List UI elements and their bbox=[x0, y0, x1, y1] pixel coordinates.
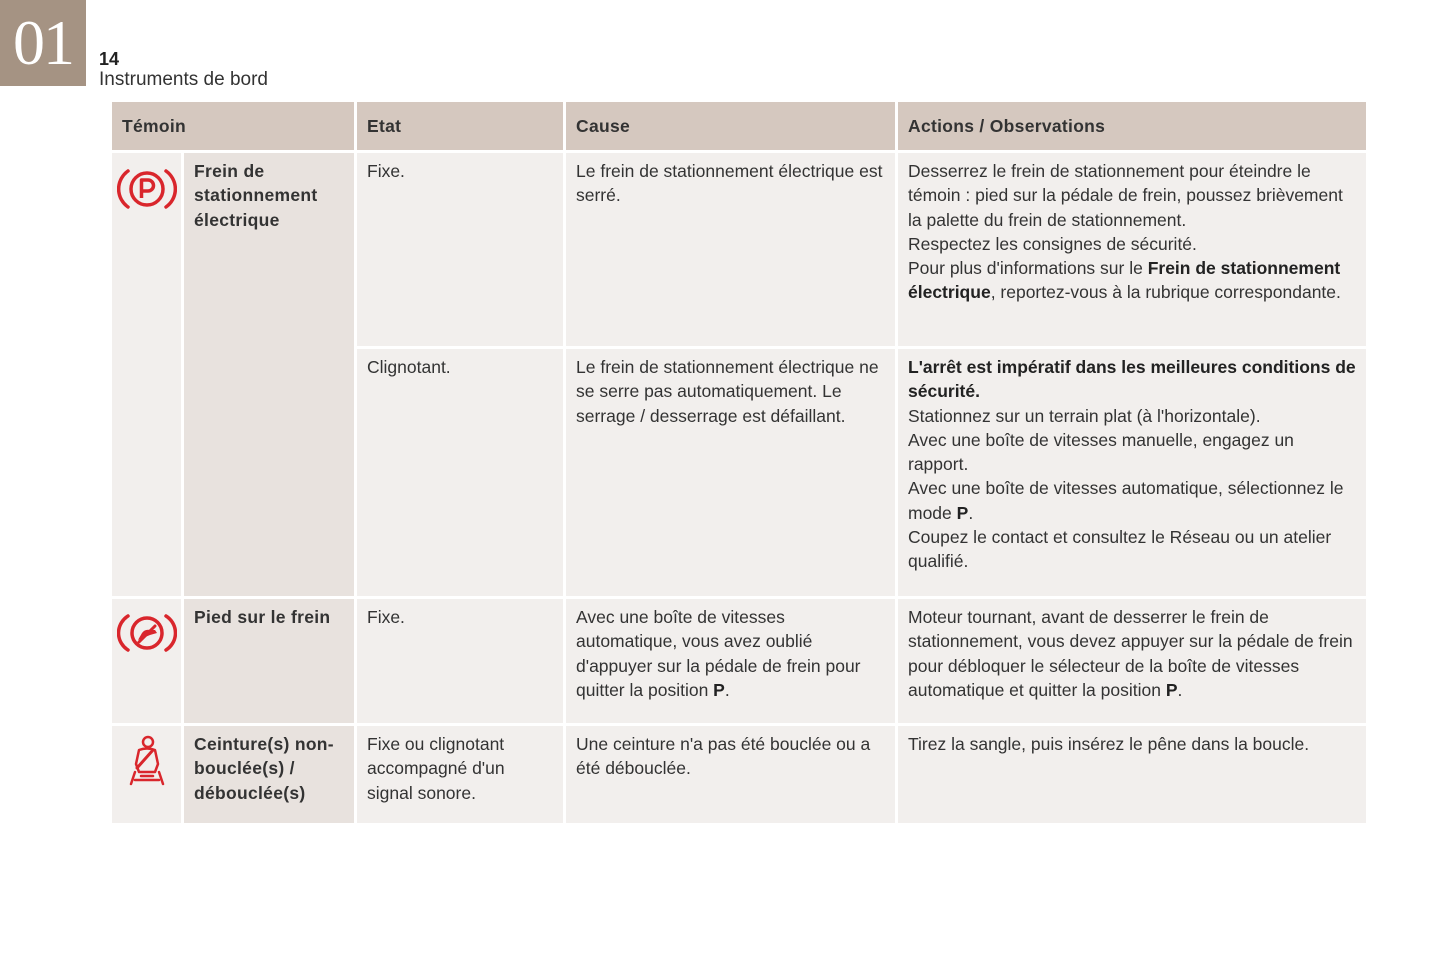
foot-on-brake-icon bbox=[117, 611, 177, 661]
parking-brake-icon bbox=[117, 165, 177, 219]
action-text: Stationnez sur un terrain plat (à l'horizontale). bbox=[908, 405, 1261, 426]
page-number: 14 bbox=[99, 49, 120, 69]
cross-reference: Frein de stationnement électrique bbox=[908, 258, 1341, 303]
parking-brake-icon-cell bbox=[112, 153, 181, 596]
parking-brake-cause-flashing: Le frein de stationnement électrique ne se serre pas automatiquement. Le serrage / desserrage est défaillant. bbox=[566, 349, 895, 596]
parking-brake-actions-fixed bbox=[898, 153, 1366, 346]
action-text: Pour plus d'informations sur le Frein de stationnement électrique, reportez-vous à la rubrique correspondante. bbox=[908, 258, 1341, 303]
column-header-actions: Actions / Observations bbox=[898, 102, 1366, 150]
action-text: Coupez le contact et consultez le Réseau ou un atelier qualifié. bbox=[908, 527, 1332, 572]
parking-brake-state-fixed: Fixe. bbox=[357, 153, 563, 346]
safety-warning: L'arrêt est impératif dans les meilleures conditions de sécurité. bbox=[908, 357, 1356, 402]
seatbelt-cause: Une ceinture n'a pas été bouclée ou a été débouclée. bbox=[566, 726, 895, 823]
seatbelt-icon-cell bbox=[112, 726, 181, 823]
action-text: Desserrez le frein de stationnement pour éteindre le témoin : pied sur la pédale de frein, poussez brièvement la palette du frein de stationnement. bbox=[908, 161, 1343, 230]
parking-brake-state-flashing: Clignotant. bbox=[357, 349, 563, 596]
row-label-seatbelt: Ceinture(s) non-bouclée(s) / débouclée(s) bbox=[184, 726, 354, 823]
foot-on-brake-state: Fixe. bbox=[357, 599, 563, 723]
seatbelt-state: Fixe ou clignotant accompagné d'un signal sonore. bbox=[357, 726, 563, 823]
section-title: Instruments de bord bbox=[99, 69, 268, 90]
parking-brake-cause-fixed: Le frein de stationnement électrique est serré. bbox=[566, 153, 895, 346]
action-text: Avec une boîte de vitesses manuelle, engagez un rapport. bbox=[908, 429, 1294, 475]
foot-on-brake-cause: Avec une boîte de vitesses automatique, vous avez oublié d'appuyer sur la pédale de frein pour quitter la position P. bbox=[566, 599, 895, 723]
foot-on-brake-icon-cell bbox=[112, 599, 181, 723]
row-label-foot-on-brake: Pied sur le frein bbox=[184, 599, 354, 723]
column-header-temoin: Témoin bbox=[112, 102, 354, 150]
seatbelt-actions: Tirez la sangle, puis insérez le pêne dans la boucle. bbox=[898, 726, 1366, 823]
parking-brake-actions-flashing bbox=[898, 349, 1366, 596]
foot-on-brake-actions: Moteur tournant, avant de desserrer le frein de stationnement, vous devez appuyer sur la pédale de frein pour débloquer le sélecteur de la boîte de vitesses automatique et quitter la position P. bbox=[898, 599, 1366, 723]
column-header-cause: Cause bbox=[566, 102, 895, 150]
seatbelt-icon bbox=[125, 734, 169, 792]
chapter-tab: 01 bbox=[0, 0, 86, 86]
column-header-etat: Etat bbox=[357, 102, 563, 150]
action-text: Avec une boîte de vitesses automatique, sélectionnez le mode P. bbox=[908, 478, 1344, 523]
action-text: Respectez les consignes de sécurité. bbox=[908, 233, 1197, 254]
warning-lights-table bbox=[112, 102, 1360, 823]
row-label-parking-brake: Frein de stationnement électrique bbox=[184, 153, 354, 596]
